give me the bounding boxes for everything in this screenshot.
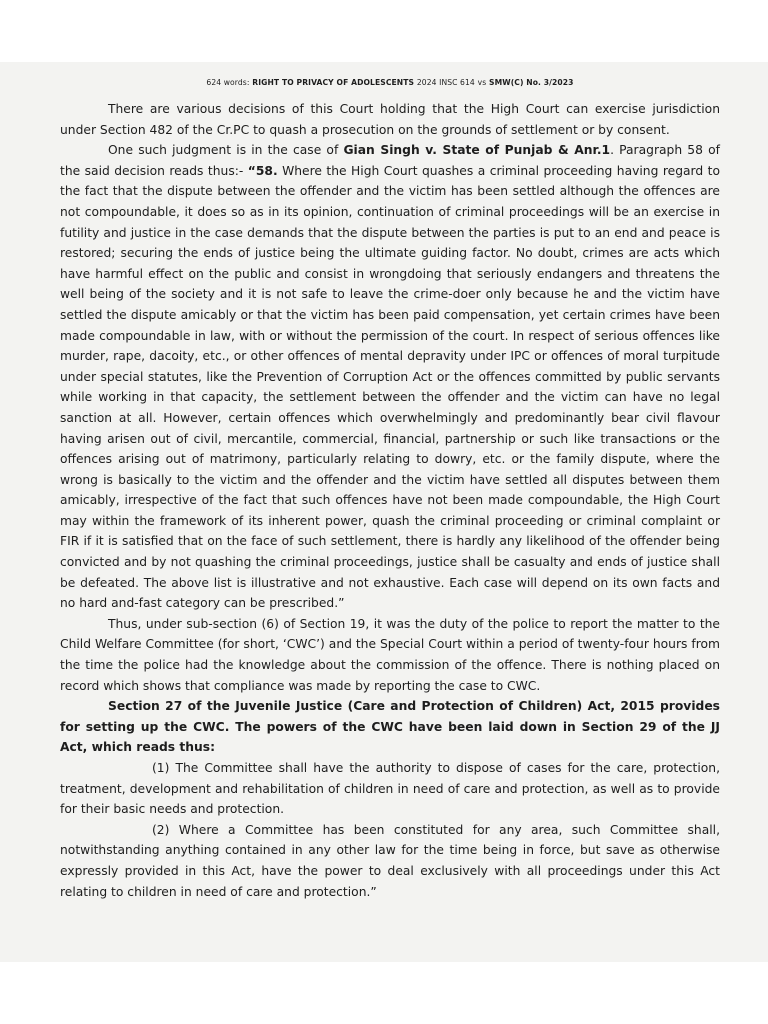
case-name: Gian Singh v. State of Punjab & Anr.1 — [343, 143, 611, 158]
paragraph-lead: One such judgment is in the case of — [108, 143, 339, 158]
header-vs: vs — [477, 78, 487, 87]
quoted-judgment-text: Where the High Court quashes a criminal proceeding having regard to the fact that the dispute between the offender and the victim has been settled although the offences are not compoundable, it does so as in its opinion, continuation of criminal proceedings will be an exercise in futility and justice in the case demands that the dispute between the parties is put to an end and peace is restored; securing the ends of justice being the ultimate guiding factor. No doubt, crimes are acts which have harmful effect on the public and consist in wrongdoing that seriously endangers and threatens the well being of the society and it is not safe to leave the crime-doer only because he and the victim have settled the dispute amicably or that the victim has been paid compensation, yet certain crimes have been made compoundable in law, with or without the permission of the court. In respect of serious offences like murder, rape, dacoity, etc., or other offences of mental depravity under IPC or offences of moral turpitude under special statutes, like the Prevention of Corruption Act or the offences committed by public servants while working in that capacity, the settlement between the offender and the victim can have no legal sanction at all. However, certain offences which overwhelmingly and predominantly bear civil flavour having arisen out of civil, mercantile, commercial, financial, partnership or such like transactions or the offences arising out of matrimony, particularly relating to dowry, etc. or the family dispute, where the wrong is basically to the victim and the offender and the victim have settled all disputes between them amicably, irrespective of the fact that such offences have not been made compoundable, the High Court may within the framework of its inherent power, quash the criminal proceeding or criminal complaint or FIR if it is satisfied that on the face of such settlement, there is hardly any likelihood of the offender being convicted and by not quashing the criminal proceedings, justice shall be casualty and ends of justice shall be defeated. The above list is illustrative and not exhaustive. Each case will depend on its own facts and no hard and-fast category can be prescribed.” — [60, 163, 720, 611]
header-title: RIGHT TO PRIVACY OF ADOLESCENTS — [252, 78, 415, 87]
clause-2: (2) Where a Committee has been constituted for any area, such Committee shall, notwithstanding anything contained in any other law for the time being in force, but save as otherwise expressly provided in this Act, have the power to deal exclusively with all proceedings under this Act relating to children in need of care and protection.” — [60, 822, 720, 899]
header-case-number: SMW(C) No. 3/2023 — [489, 78, 574, 87]
quote-paragraph-number: “58. — [247, 163, 278, 178]
header-citation: 2024 INSC 614 — [416, 78, 475, 87]
clause-1: (1) The Committee shall have the authority to dispose of cases for the care, protection, treatment, development and rehabilitation of children in need of care and protection, as well as to provide for their basic needs and protection. — [60, 761, 720, 817]
paragraph-section-27 — [60, 696, 720, 758]
section-27-text: Section 27 of the Juvenile Justice (Care and Protection of Children) Act, 2015 provides for setting up the CWC. The powers of the CWC have been laid down in Section 29 of the JJ Act, which reads thus: — [60, 699, 720, 755]
paragraph-mid: . Paragraph 58 of the said decision reads thus:- — [60, 143, 720, 178]
paragraph-jurisdiction: There are various decisions of this Court holding that the High Court can exercise jurisdiction under Section 482 of the Cr.PC to quash a prosecution on the grounds of settlement or by consent. — [60, 102, 720, 137]
paragraph-gian-singh — [60, 140, 720, 614]
page-header — [60, 78, 720, 87]
document-page — [0, 62, 768, 962]
header-word-count: 624 words: — [206, 78, 250, 87]
paragraph-police-duty: Thus, under sub-section (6) of Section 19, it was the duty of the police to report the matter to the Child Welfare Committee (for short, ‘CWC’) and the Special Court within a period of twenty-four hours from the time the police had the knowledge about the commission of the offence. There is nothing placed on record which shows that compliance was made by reporting the case to CWC. — [60, 616, 720, 693]
